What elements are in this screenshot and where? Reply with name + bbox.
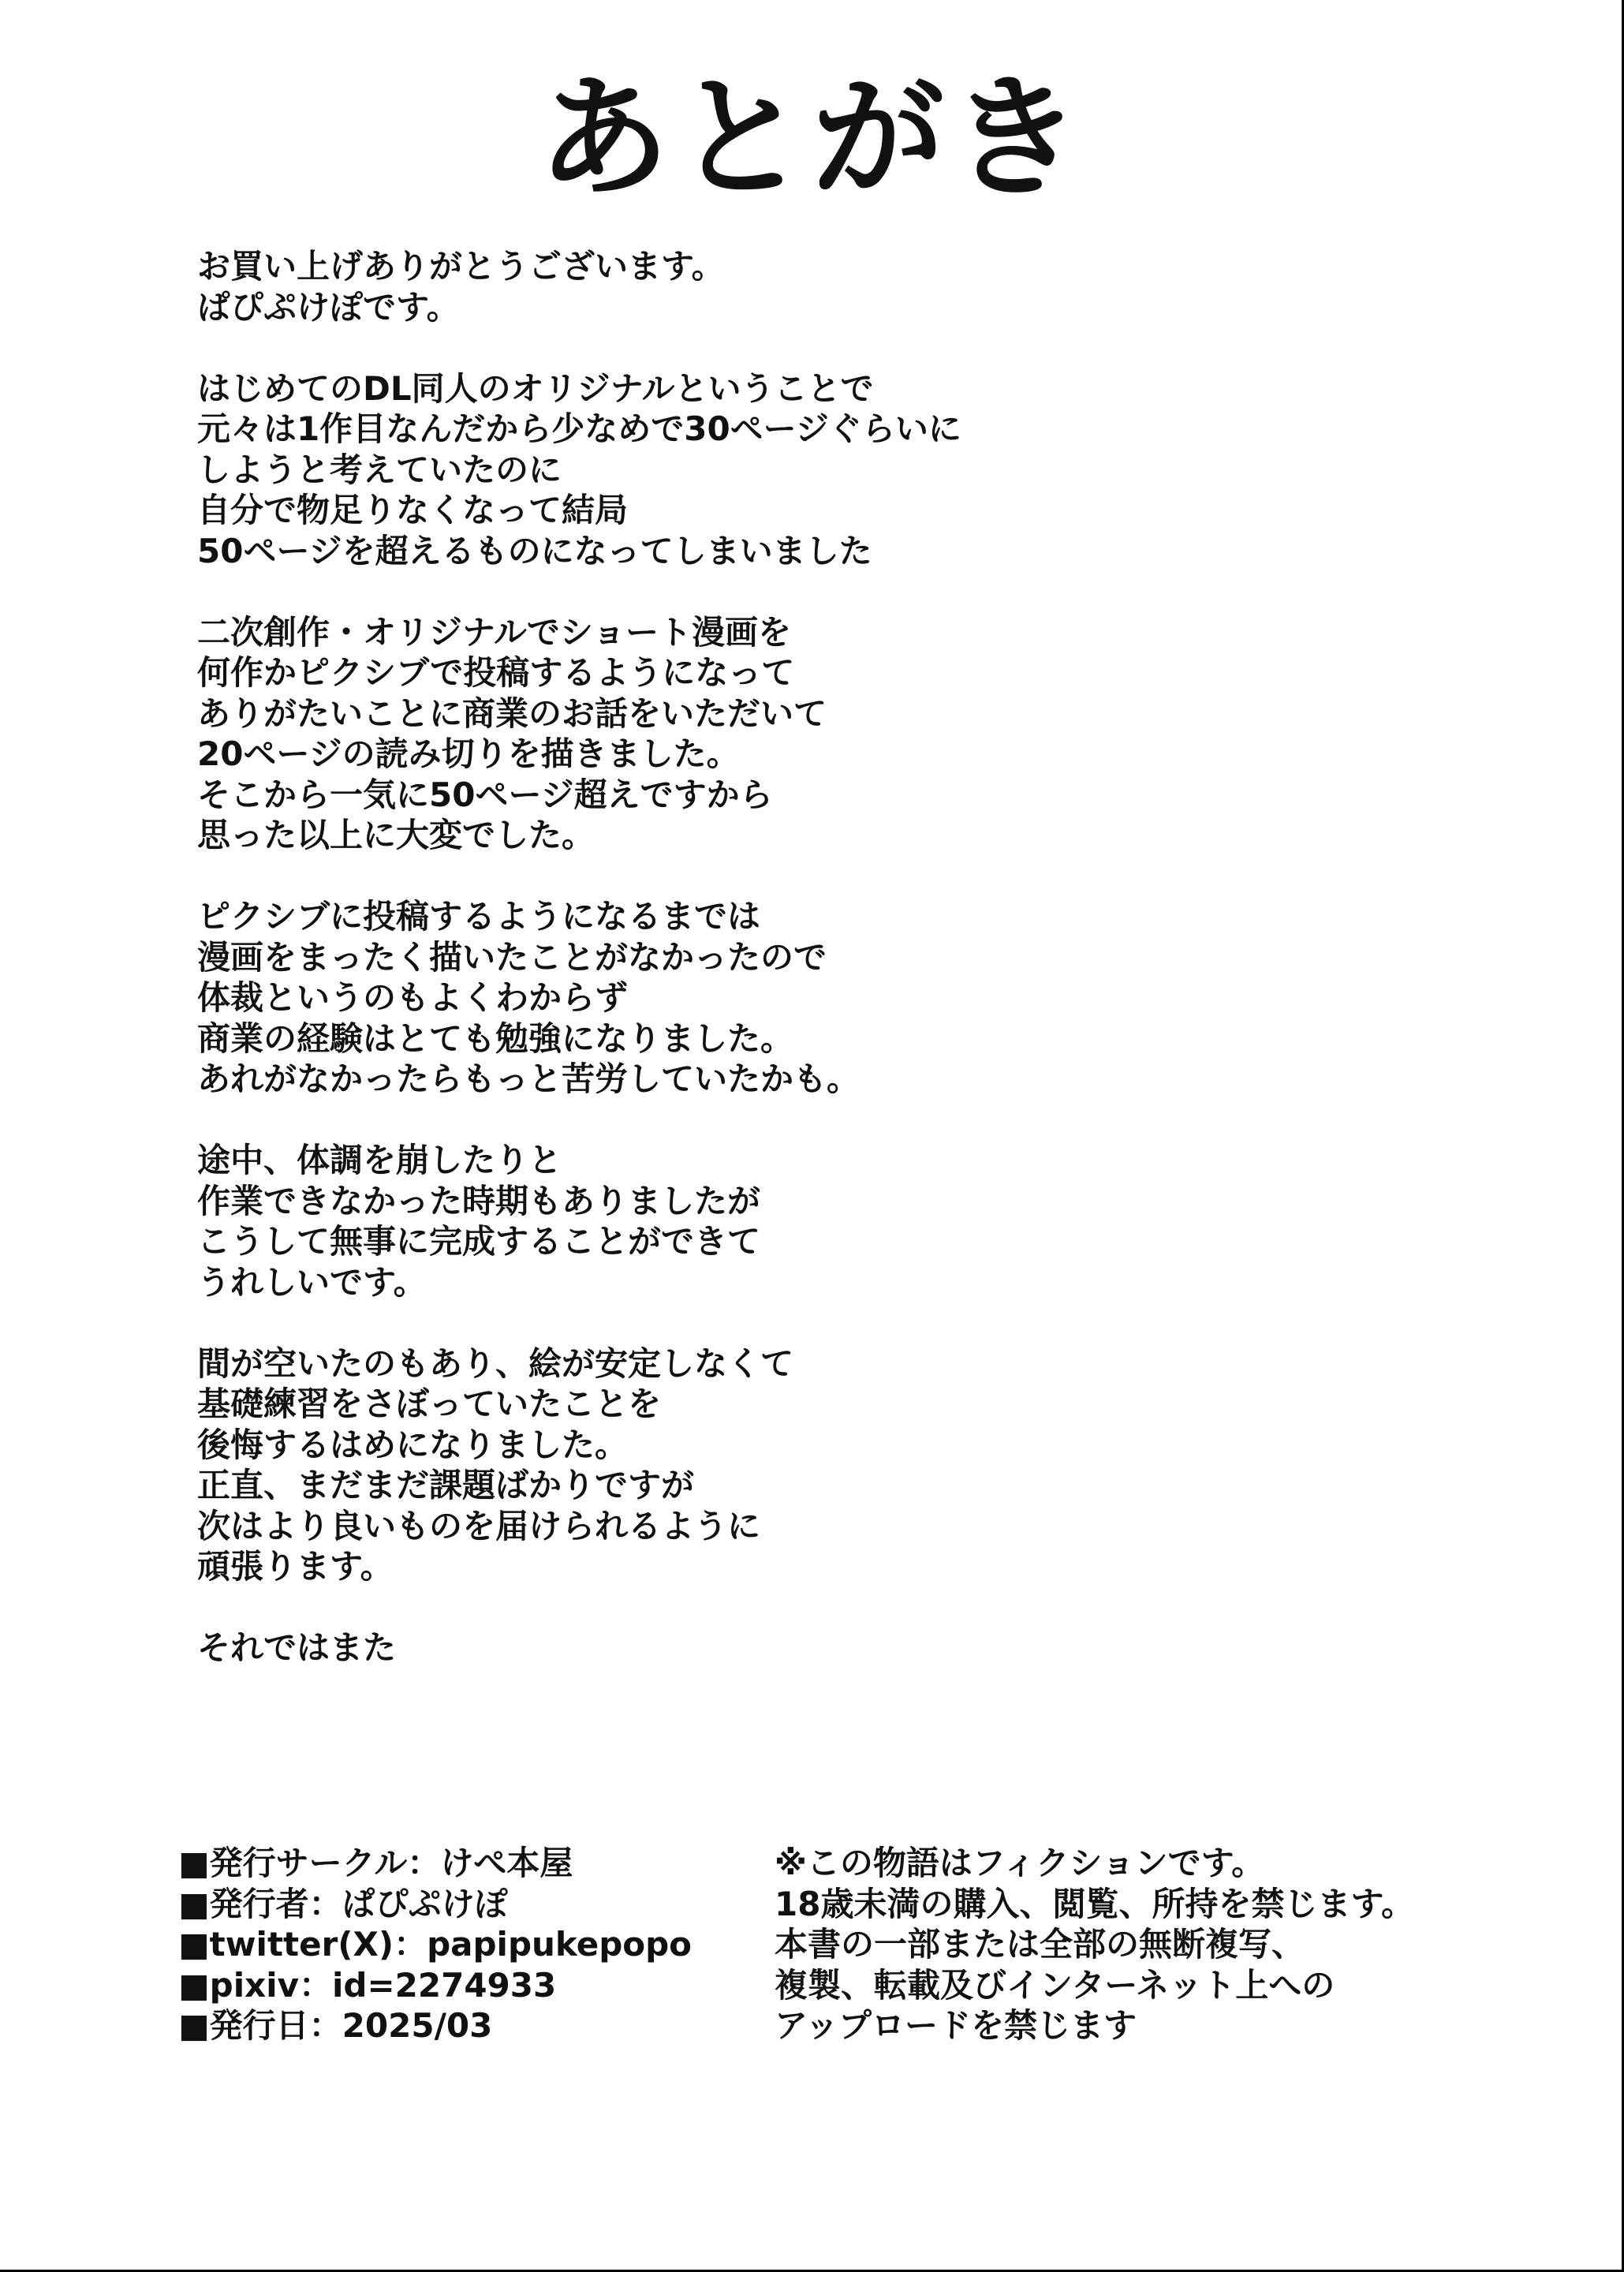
text-line: しようと考えていたのに <box>197 450 562 489</box>
text-line: 50ページを超えるものになってしまいました <box>197 531 872 570</box>
colophon-publication-info <box>178 1843 778 2046</box>
notice-line: ※この物語はフィクションです。 <box>775 1844 1265 1882</box>
paragraph <box>197 1627 1538 1668</box>
text-line: 体裁というのもよくわからず <box>197 978 629 1017</box>
text-line: 次はより良いものを届けられるように <box>197 1506 761 1545</box>
text-line: 間が空いたのもあり、絵が安定しなくて <box>197 1343 794 1383</box>
text-line: 後悔するはめになりました。 <box>197 1425 629 1464</box>
paragraph <box>197 246 1538 327</box>
notice-line: アップロードを禁じます <box>775 2006 1137 2045</box>
paragraph <box>197 896 1538 1100</box>
text-line: 二次創作・オリジナルでショート漫画を <box>197 612 792 652</box>
text-line: 基礎練習をさぼっていたことを <box>197 1384 662 1423</box>
text-line: 思った以上に大変でした。 <box>197 816 595 854</box>
paragraph <box>197 1140 1538 1302</box>
text-line: それではまた <box>197 1628 397 1667</box>
text-line: 20ページの読み切りを描きました。 <box>197 734 740 773</box>
text-line: 正直、まだまだ課題ばかりですが <box>197 1466 695 1504</box>
text-line: 商業の経験はとても勉強になりました。 <box>197 1018 794 1058</box>
paragraph <box>197 1343 1538 1587</box>
text-line: あれがなかったらもっと苦労していたかも。 <box>197 1059 861 1098</box>
text-line: うれしいです。 <box>197 1262 427 1302</box>
colophon-notice <box>775 1843 1563 2046</box>
colophon-date: ■発行日：2025/03 <box>178 2006 493 2045</box>
text-line: そこから一気に50ページ超えですから <box>197 775 773 814</box>
colophon-pixiv: ■pixiv：id=2274933 <box>178 1965 557 2005</box>
text-line: 漫画をまったく描いたことがなかったので <box>197 937 827 977</box>
paragraph <box>197 368 1538 572</box>
colophon-publisher: ■発行者：ぱぴぷけぽ <box>178 1884 508 1923</box>
notice-line: 18歳未満の購入、閲覧、所持を禁じます。 <box>775 1884 1415 1923</box>
afterword-body <box>197 246 1538 1709</box>
text-line: 途中、体調を崩したりと <box>197 1141 562 1179</box>
text-line: ぱぴぷけぽです。 <box>197 287 460 327</box>
notice-line: 本書の一部または全部の無断複写、 <box>775 1925 1305 1964</box>
text-line: 自分で物足りなくなって結局 <box>197 491 629 529</box>
text-line: お買い上げありがとうございます。 <box>197 247 725 286</box>
text-line: 何作かピクシブで投稿するようになって <box>197 653 795 692</box>
text-line: 作業できなかった時期もありましたが <box>197 1181 761 1220</box>
text-line: はじめてのDL同人のオリジナルということで <box>197 368 874 408</box>
text-line: こうして無事に完成することができて <box>197 1222 761 1261</box>
page-title: あとがき <box>537 61 1087 215</box>
text-line: 頑張ります。 <box>197 1547 394 1586</box>
text-line: 元々は1作目なんだから少なめで30ページぐらいに <box>197 409 961 448</box>
text-line: ピクシブに投稿するようになるまでは <box>197 897 761 936</box>
text-line: ありがたいことに商業のお話をいただいて <box>197 693 827 733</box>
notice-line: 複製、転載及びインターネット上への <box>775 1965 1335 2005</box>
paragraph <box>197 612 1538 856</box>
colophon-circle: ■発行サークル：けぺ本屋 <box>178 1844 573 1882</box>
colophon-twitter: ■twitter(X)：papipukepopo <box>178 1925 693 1964</box>
